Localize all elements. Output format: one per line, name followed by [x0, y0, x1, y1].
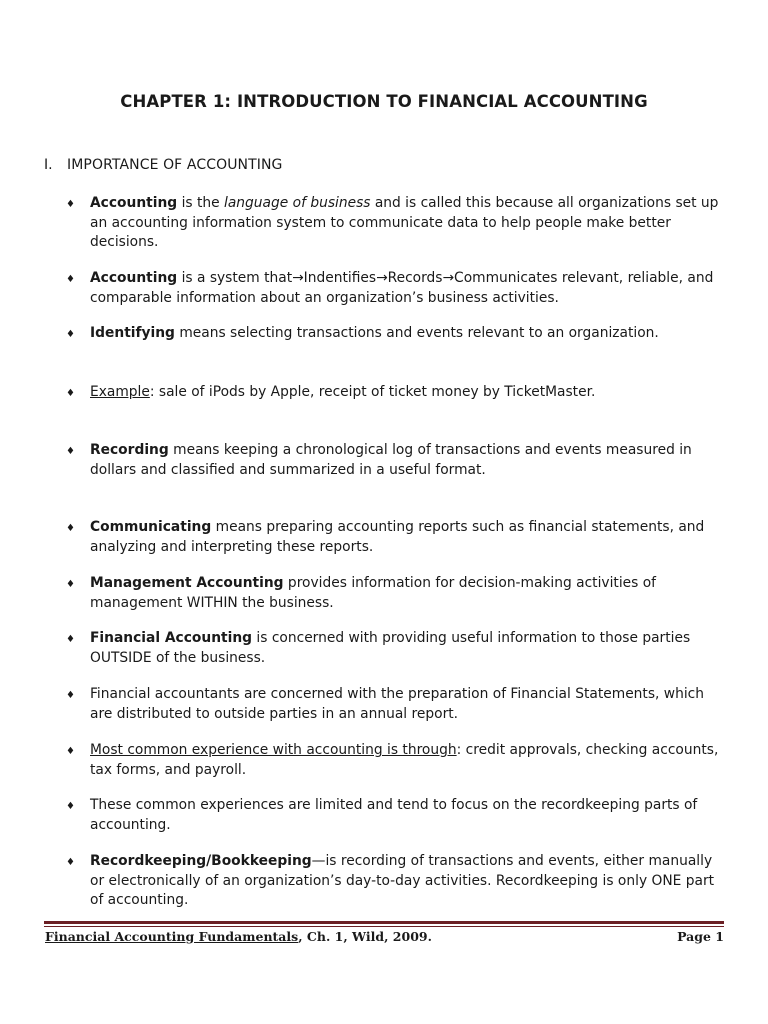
term: Management Accounting [90, 575, 284, 591]
diamond-bullet-icon: ♦ [66, 857, 75, 868]
diamond-bullet-icon: ♦ [66, 388, 75, 399]
text-run: : credit approvals, checking accounts, tax forms, and payroll. [90, 742, 719, 778]
diamond-bullet-icon: ♦ [66, 274, 75, 285]
text-run: is the [177, 195, 225, 211]
text-run: provides information for decision-making activities of management WITHIN the business. [90, 575, 657, 611]
text-run: and is called this because all organizations set up an accounting information system to communicate data to help people make better decisions. [90, 195, 719, 250]
term: Recording [90, 442, 169, 458]
diamond-bullet-icon: ♦ [66, 801, 75, 812]
text-run: —is recording of transactions and events, either manually or electronically of an organization’s day-to-day activities. Recordkeeping is only ONE part of accounting. [90, 853, 715, 908]
term: Accounting [90, 270, 178, 286]
bullet-text [90, 383, 730, 403]
bullet-text [90, 518, 730, 557]
diamond-bullet-icon: ♦ [66, 690, 75, 701]
bullet-text [90, 685, 730, 724]
section-numeral: I. [44, 157, 53, 173]
underlined-label: Example [90, 384, 150, 400]
text-run: means keeping a chronological log of transactions and events measured in dollars and classified and summarized in a useful format. [90, 442, 692, 478]
underlined-label: Most common experience with accounting is through [90, 742, 457, 758]
diamond-bullet-icon: ♦ [66, 579, 75, 590]
bullet-text [90, 741, 730, 780]
footer-citation-text: , Ch. 1, Wild, 2009. [298, 929, 432, 944]
bullet-text [90, 441, 730, 480]
page-number: Page 1 [677, 929, 724, 944]
bullet-text [90, 796, 730, 835]
bullet-text [90, 269, 730, 308]
diamond-bullet-icon: ♦ [66, 523, 75, 534]
footer-rule [44, 921, 724, 924]
section-heading-text: IMPORTANCE OF ACCOUNTING [67, 157, 283, 173]
section-heading [44, 157, 283, 173]
footer-book-title: Financial Accounting Fundamentals [45, 929, 299, 944]
text-run: means preparing accounting reports such as financial statements, and analyzing and interpreting these reports. [90, 519, 705, 555]
text-run: These common experiences are limited and tend to focus on the recordkeeping parts of accounting. [90, 797, 698, 833]
diamond-bullet-icon: ♦ [66, 746, 75, 757]
diamond-bullet-icon: ♦ [66, 446, 75, 457]
text-run: Financial accountants are concerned with the preparation of Financial Statements, which are distributed to outside parties in an annual report. [90, 686, 704, 722]
term: Communicating [90, 519, 212, 535]
chapter-title: CHAPTER 1: INTRODUCTION TO FINANCIAL ACCOUNTING [120, 92, 648, 111]
term: Recordkeeping/Bookkeeping [90, 853, 312, 869]
term: Accounting [90, 195, 178, 211]
term: Financial Accounting [90, 630, 253, 646]
text-run: is a system that→Indentifies→Records→Communicates relevant, reliable, and comparable information about an organization’s business activities. [90, 270, 714, 306]
text-run: means selecting transactions and events relevant to an organization. [174, 325, 659, 341]
diamond-bullet-icon: ♦ [66, 634, 75, 645]
bullet-text [90, 629, 730, 668]
emphasis: language of business [224, 195, 371, 211]
footer-rule-thin [44, 926, 724, 927]
footer-citation [45, 929, 432, 944]
bullet-text [90, 574, 730, 613]
diamond-bullet-icon: ♦ [66, 199, 75, 210]
text-run: : sale of iPods by Apple, receipt of ticket money by TicketMaster. [149, 384, 596, 400]
text-run: is concerned with providing useful information to those parties OUTSIDE of the business. [90, 630, 691, 666]
bullet-text [90, 324, 730, 344]
bullet-text [90, 852, 730, 911]
bullet-text [90, 194, 730, 253]
term: Identifying [90, 325, 175, 341]
diamond-bullet-icon: ♦ [66, 329, 75, 340]
